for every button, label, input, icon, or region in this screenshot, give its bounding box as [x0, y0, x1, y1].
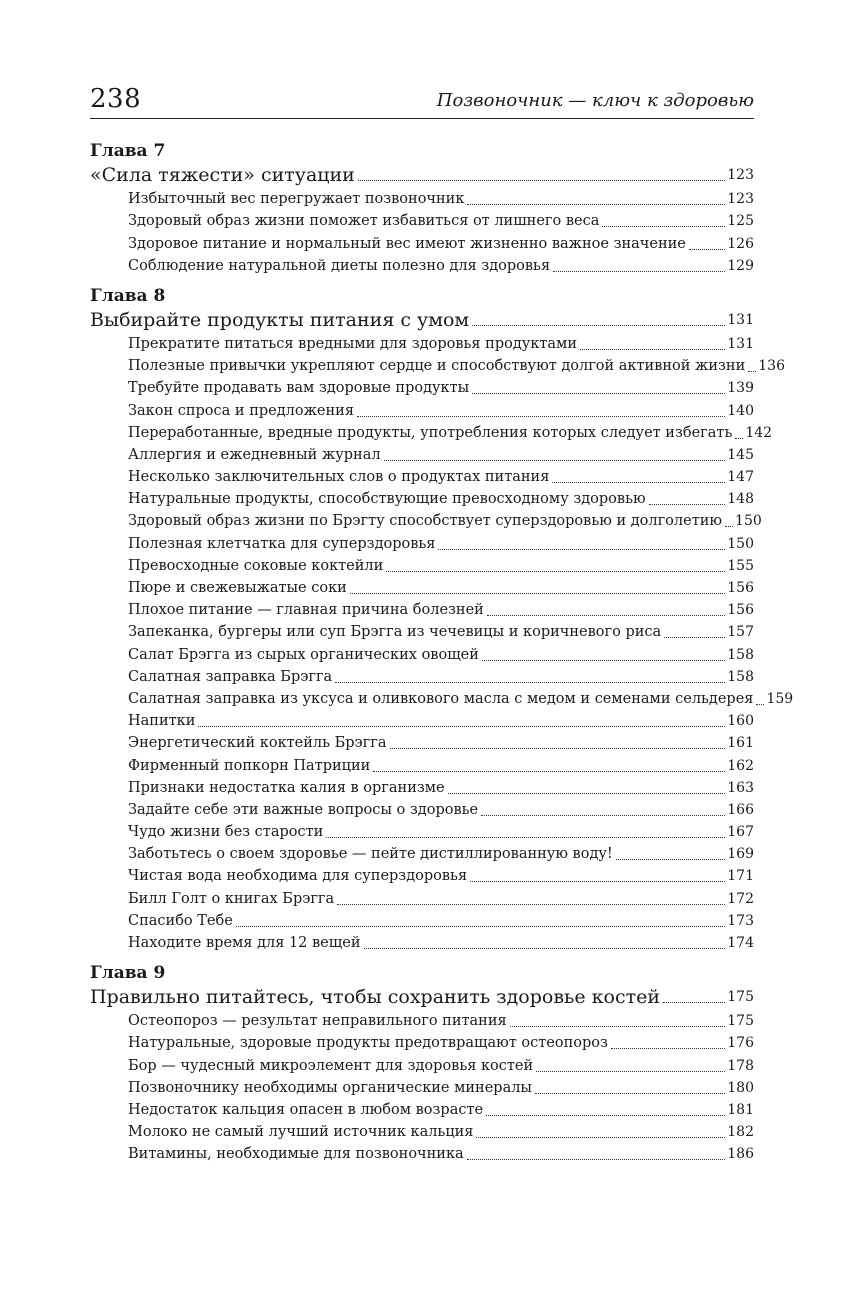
entry-title: Запеканка, бургеры или суп Брэгга из чечевицы и коричневого риса — [128, 624, 662, 641]
dot-leader — [611, 1048, 725, 1049]
toc-entry[interactable] — [90, 188, 754, 210]
entry-page-number: 136 — [758, 358, 785, 375]
entry-page-number: 169 — [727, 846, 754, 863]
entry-page-number: 160 — [727, 713, 754, 730]
toc-entry[interactable] — [90, 1143, 754, 1165]
dot-leader — [649, 504, 726, 505]
toc-entry[interactable] — [90, 621, 754, 643]
entry-title: Чудо жизни без старости — [128, 824, 324, 841]
dot-leader — [616, 859, 726, 860]
entry-title: Избыточный вес перегружает позвоночник — [128, 191, 465, 208]
entry-page-number: 150 — [735, 513, 762, 530]
entry-page-number: 156 — [727, 602, 754, 619]
entry-page-number: 158 — [727, 668, 754, 685]
entry-title: Здоровый образ жизни по Брэгту способствует суперздоровью и долголетию — [128, 513, 723, 530]
toc-entry[interactable] — [90, 355, 785, 377]
dot-leader — [337, 904, 725, 905]
chapter-title: Правильно питайтесь, чтобы сохранить здоровье костей — [90, 986, 661, 1008]
dot-leader — [486, 1115, 725, 1116]
chapter-title: Выбирайте продукты питания с умом — [90, 308, 470, 331]
entry-page-number: 173 — [727, 912, 754, 929]
dot-leader — [487, 615, 725, 616]
entry-title: Несколько заключительных слов о продуктах питания — [128, 469, 550, 486]
table-of-contents — [90, 140, 794, 1165]
entry-page-number: 166 — [727, 801, 754, 818]
toc-entry[interactable] — [90, 555, 754, 577]
toc-entry[interactable] — [90, 577, 754, 599]
dot-leader — [748, 371, 756, 372]
dot-leader — [663, 1002, 725, 1003]
entry-title: Превосходные соковые коктейли — [128, 557, 384, 574]
toc-entry[interactable] — [90, 777, 754, 799]
entry-page-number: 180 — [727, 1079, 754, 1096]
entry-title: Требуйте продавать вам здоровые продукты — [128, 380, 470, 397]
dot-leader — [390, 748, 726, 749]
toc-entry[interactable] — [90, 1010, 754, 1032]
toc-entry[interactable] — [90, 887, 754, 909]
entry-title: Спасибо Тебе — [128, 912, 233, 929]
entry-page-number: 182 — [727, 1124, 754, 1141]
toc-entry[interactable] — [90, 210, 754, 232]
entry-page-number: 126 — [727, 235, 754, 252]
dot-leader — [467, 204, 725, 205]
chapter-title-line[interactable] — [90, 307, 754, 333]
dot-leader — [664, 637, 725, 638]
dot-leader — [373, 771, 725, 772]
toc-entry[interactable] — [90, 1054, 754, 1076]
dot-leader — [536, 1071, 725, 1072]
toc-entry[interactable] — [90, 843, 754, 865]
dot-leader — [364, 948, 726, 949]
entry-page-number: 155 — [727, 557, 754, 574]
dot-leader — [735, 438, 743, 439]
toc-entry[interactable] — [90, 466, 754, 488]
toc-entry[interactable] — [90, 666, 754, 688]
entry-page-number: 156 — [727, 580, 754, 596]
entry-title: Остеопороз — результат неправильного питания — [128, 1013, 507, 1030]
chapter-section — [90, 962, 754, 1165]
chapter-title-line[interactable] — [90, 162, 754, 188]
entry-title: Полезная клетчатка для суперздоровья — [128, 535, 436, 552]
entry-title: Задайте себе эти важные вопросы о здоровье — [128, 801, 479, 818]
entry-title: Позвоночнику необходимы органические минералы — [128, 1079, 532, 1096]
toc-entry[interactable] — [90, 1121, 754, 1143]
entry-page-number: 145 — [727, 446, 754, 463]
entry-page-number: 159 — [766, 690, 794, 707]
toc-entry[interactable] — [90, 643, 754, 665]
entry-page-number: 140 — [727, 402, 754, 419]
dot-leader — [470, 881, 725, 882]
entry-title: Плохое питание — главная причина болезней — [128, 602, 484, 619]
toc-entry[interactable] — [90, 599, 754, 621]
toc-entry[interactable] — [90, 732, 754, 754]
toc-entry[interactable] — [90, 510, 762, 532]
entry-title: Признаки недостатка калия в организме — [128, 779, 445, 796]
toc-entry[interactable] — [90, 399, 754, 421]
toc-entry[interactable] — [90, 754, 754, 776]
dot-leader — [553, 271, 725, 272]
dot-leader — [358, 180, 725, 181]
entry-title: Здоровый образ жизни поможет избавиться от лишнего веса — [128, 213, 600, 230]
dot-leader — [438, 549, 725, 550]
entry-title: Пюре и свежевыжатые соки — [128, 580, 347, 596]
chapter-page-number: 131 — [727, 311, 754, 328]
entry-page-number: 158 — [727, 646, 754, 663]
chapter-label: Глава 9 — [90, 963, 166, 983]
entry-page-number: 131 — [727, 335, 754, 352]
dot-leader — [482, 660, 725, 661]
entry-title: Салат Брэгга из сырых органических овощей — [128, 646, 479, 663]
entry-title: Молоко не самый лучший источник кальция — [128, 1124, 474, 1141]
dot-leader — [467, 1159, 726, 1160]
toc-entry[interactable] — [90, 422, 773, 444]
chapter-label: Глава 7 — [90, 141, 166, 161]
entry-page-number: 172 — [727, 890, 754, 907]
entry-page-number: 171 — [727, 868, 754, 885]
toc-entry[interactable] — [90, 910, 754, 932]
dot-leader — [472, 325, 725, 326]
dot-leader — [602, 226, 725, 227]
entry-page-number: 148 — [727, 491, 754, 508]
chapter-title-line[interactable] — [90, 984, 754, 1010]
toc-entry[interactable] — [90, 255, 754, 277]
dot-leader — [510, 1026, 726, 1027]
entry-page-number: 129 — [727, 257, 754, 274]
entry-page-number: 178 — [727, 1057, 754, 1074]
toc-entry[interactable] — [90, 532, 754, 554]
entry-page-number: 186 — [727, 1146, 754, 1163]
entry-page-number: 176 — [727, 1035, 754, 1052]
entry-page-number: 175 — [727, 1013, 754, 1030]
entry-title: Полезные привычки укрепляют сердце и способствуют долгой активной жизни — [128, 358, 746, 375]
entry-title: Витамины, необходимые для позвоночника — [128, 1146, 464, 1163]
dot-leader — [350, 593, 725, 594]
dot-leader — [756, 704, 764, 705]
entry-title: Бор — чудесный микроэлемент для здоровья костей — [128, 1057, 534, 1074]
entry-title: Билл Голт о книгах Брэгга — [128, 890, 335, 907]
toc-entry[interactable] — [90, 1077, 754, 1099]
chapter-page-number: 175 — [727, 989, 754, 1005]
entry-page-number: 142 — [745, 424, 773, 441]
dot-leader — [689, 249, 725, 250]
chapter-section — [90, 140, 754, 277]
dot-leader — [236, 926, 725, 927]
toc-entry[interactable] — [90, 333, 754, 355]
entry-page-number: 161 — [727, 735, 754, 752]
entry-page-number: 125 — [727, 213, 754, 230]
chapter-page-number: 123 — [727, 167, 754, 183]
toc-entry[interactable] — [90, 232, 754, 254]
dot-leader — [357, 416, 725, 417]
toc-entry[interactable] — [90, 710, 754, 732]
toc-entry[interactable] — [90, 932, 754, 954]
chapter-section — [90, 285, 794, 954]
entry-title: Энергетический коктейль Брэгга — [128, 735, 387, 752]
toc-entry[interactable] — [90, 377, 754, 399]
toc-entry[interactable] — [90, 444, 754, 466]
entry-page-number: 123 — [727, 191, 754, 208]
entry-title: Соблюдение натуральной диеты полезно для здоровья — [128, 257, 551, 274]
toc-entry[interactable] — [90, 688, 794, 710]
entry-title: Переработанные, вредные продукты, употребления которых следует избегать — [128, 424, 733, 441]
entry-title: Салатная заправка из уксуса и оливкового масла с медом и семенами сельдерея — [128, 690, 754, 707]
entry-title: Аллергия и ежедневный журнал — [128, 446, 381, 463]
dot-leader — [552, 482, 725, 483]
entry-title: Напитки — [128, 713, 196, 730]
entry-title: Находите время для 12 вещей — [128, 935, 361, 951]
entry-page-number: 167 — [727, 824, 754, 841]
entry-title: Фирменный попкорн Патриции — [128, 757, 371, 774]
entry-title: Прекратите питаться вредными для здоровья продуктами — [128, 335, 577, 352]
dot-leader — [448, 793, 726, 794]
dot-leader — [725, 526, 733, 527]
toc-entry[interactable] — [90, 799, 754, 821]
dot-leader — [476, 1137, 725, 1138]
page-header — [90, 84, 754, 119]
dot-leader — [335, 682, 725, 683]
entry-title: Недостаток кальция опасен в любом возрасте — [128, 1101, 484, 1118]
dot-leader — [481, 815, 725, 816]
chapter-title: «Сила тяжести» ситуации — [90, 164, 355, 186]
dot-leader — [384, 460, 726, 461]
toc-entry[interactable] — [90, 1099, 754, 1121]
running-title: Позвоночник — ключ к здоровью — [436, 90, 754, 111]
entry-page-number: 139 — [727, 380, 754, 397]
entry-page-number: 150 — [727, 535, 754, 552]
dot-leader — [198, 726, 725, 727]
entry-page-number: 163 — [727, 779, 754, 796]
entry-title: Натуральные, здоровые продукты предотвращают остеопороз — [128, 1035, 608, 1052]
toc-entry[interactable] — [90, 865, 754, 887]
entry-title: Натуральные продукты, способствующие превосходному здоровью — [128, 491, 646, 508]
dot-leader — [472, 393, 725, 394]
dot-leader — [535, 1093, 725, 1094]
entry-page-number: 174 — [727, 935, 754, 951]
dot-leader — [386, 571, 725, 572]
entry-title: Закон спроса и предложения — [128, 402, 354, 419]
entry-page-number: 157 — [727, 624, 754, 641]
entry-page-number: 162 — [727, 757, 754, 774]
entry-title: Чистая вода необходима для суперздоровья — [128, 868, 468, 885]
toc-entry[interactable] — [90, 821, 754, 843]
entry-page-number: 147 — [727, 469, 754, 486]
chapter-label: Глава 8 — [90, 285, 166, 306]
toc-entry[interactable] — [90, 1032, 754, 1054]
entry-title: Здоровое питание и нормальный вес имеют жизненно важное значение — [128, 235, 686, 252]
entry-page-number: 181 — [727, 1101, 754, 1118]
entry-title: Заботьтесь о своем здоровье — пейте дистиллированную воду! — [128, 846, 613, 863]
dot-leader — [326, 837, 725, 838]
toc-entry[interactable] — [90, 488, 754, 510]
entry-title: Салатная заправка Брэгга — [128, 668, 333, 685]
dot-leader — [580, 349, 725, 350]
page-number: 238 — [90, 84, 142, 114]
